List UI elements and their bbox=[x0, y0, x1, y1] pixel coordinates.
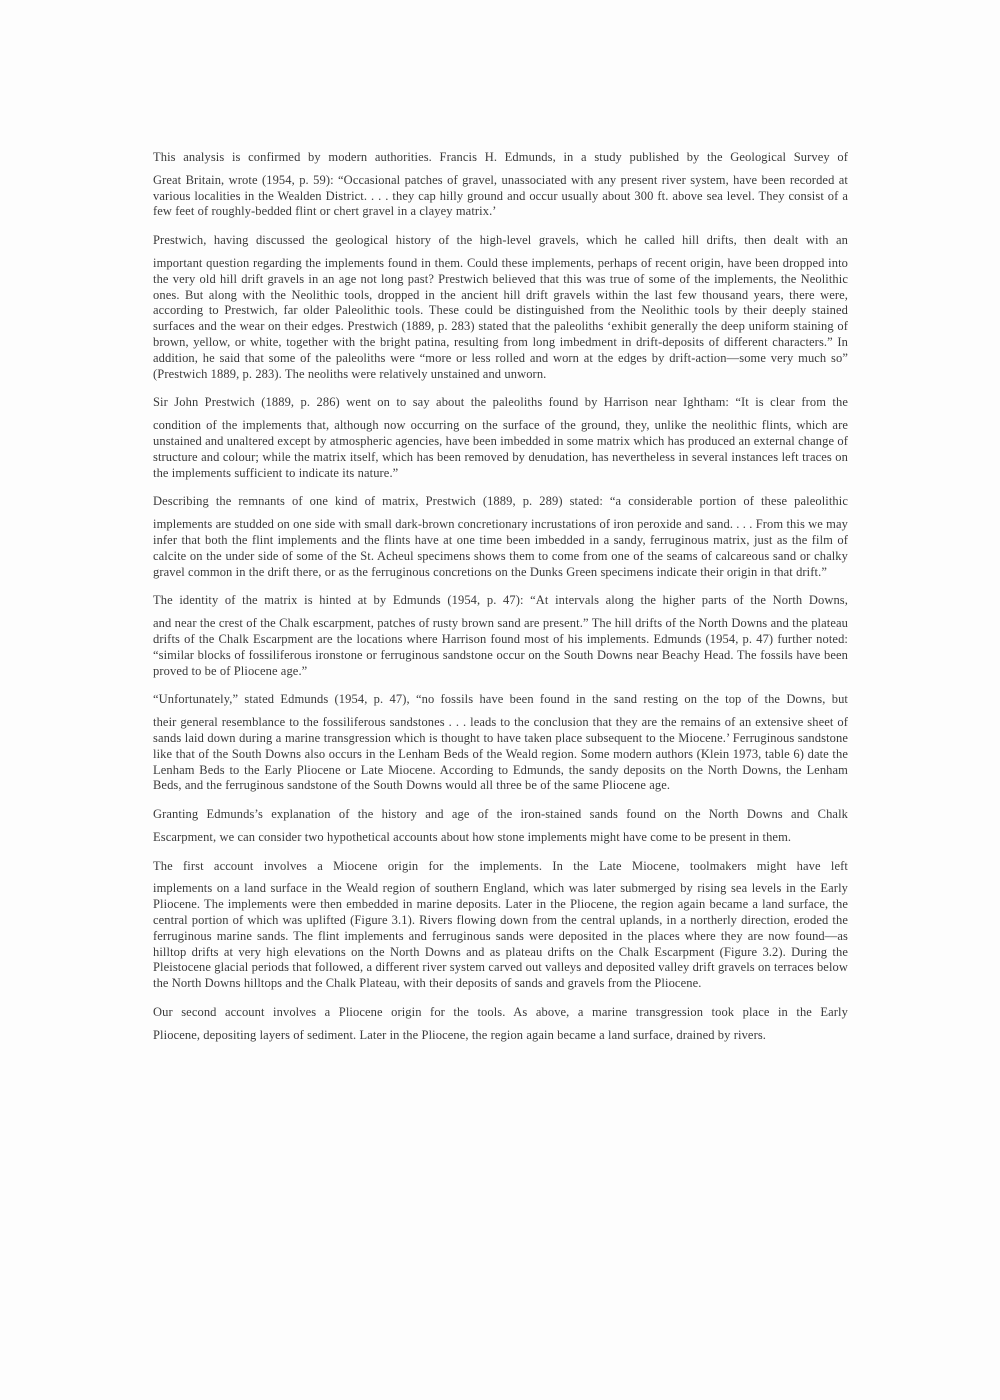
paragraph-lead-line: This analysis is confirmed by modern authorities. Francis H. Edmunds, in a study published by the Geological Survey of bbox=[153, 150, 848, 164]
paragraph-body: implements are studded on one side with small dark-brown concretionary incrustations of iron peroxide and sand. . . . From this we may infer that both the flint implements and the flints have at one time been imbedded in a sandy, ferruginous matrix, just as the film of calcite on the under side of some of the St. Acheul specimens shows them to come from one of the seams of calcareous sand or chalky gravel common in the drift there, or as the ferruginous concretions on the Dunks Green specimens indicate their origin in that drift.” bbox=[153, 517, 848, 579]
paragraph-body: their general resemblance to the fossiliferous sandstones . . . leads to the conclusion that they are the remains of an extensive sheet of sands laid down during a marine transgression which is thought to have taken place subsequent to the Miocene.’ Ferruginous sandstone like that of the South Downs also occurs in the Lenham Beds of the Weald region. Some modern authors (Klein 1973, table 6) date the Lenham Beds to the Early Pliocene or Late Miocene. According to Edmunds, the sandy deposits on the North Downs, the Lenham Beds, and the ferruginous sandstone of the South Downs would all three be of the same Pliocene age. bbox=[153, 715, 848, 793]
paragraph-body: and near the crest of the Chalk escarpment, patches of rusty brown sand are present.” The hill drifts of the North Downs and the plateau drifts of the Chalk Escarpment are the locations where Harrison found most of his implements. Edmunds (1954, p. 47) further noted: “similar blocks of fossiliferous ironstone or ferruginous sandstone occur on the South Downs near Beachy Head. The fossils have been proved to be of Pliocene age.” bbox=[153, 616, 848, 678]
paragraph-body: Great Britain, wrote (1954, p. 59): “Occasional patches of gravel, unassociated with any present river system, have been recorded at various localities in the Wealden District. . . . they cap hilly ground and occur usually about 300 ft. above sea level. They consist of a few feet of roughly-bedded flint or chert gravel in a clayey matrix.’ bbox=[153, 172, 848, 219]
text-column bbox=[153, 150, 848, 1057]
paragraph-lead-line: Granting Edmunds’s explanation of the history and age of the iron-stained sands found on the North Downs and Chalk bbox=[153, 807, 848, 822]
paragraph bbox=[153, 807, 848, 846]
paragraph bbox=[153, 494, 848, 580]
paragraph bbox=[153, 1005, 848, 1044]
paragraph-body: implements on a land surface in the Weald region of southern England, which was later submerged by rising sea levels in the Early Pliocene. The implements were then embedded in marine deposits. Later in the Pliocene, the region again became a land surface, the central portion of which was uplifted (Figure 3.1). Rivers flowing down from the central uplands, in a northerly direction, eroded the ferruginous marine sands. The flint implements and ferruginous sands were deposited in the places where they are now found—as hilltop drifts at very high elevations on the North Downs and as plateau drifts on the Chalk Escarpment (Figure 3.2). During the Pleistocene glacial periods that followed, a different river system carved out valleys and deposited valley drift gravels on terraces below the North Downs hilltops and the Chalk Plateau, with their deposits of sands and gravels from the Pliocene. bbox=[153, 881, 848, 991]
paragraph-lead-line: The identity of the matrix is hinted at by Edmunds (1954, p. 47): “At intervals along the higher parts of the North Downs, bbox=[153, 593, 848, 608]
paragraph bbox=[153, 150, 848, 220]
paragraph-lead-line: Sir John Prestwich (1889, p. 286) went on to say about the paleoliths found by Harrison near Ightham: “It is clear from the bbox=[153, 395, 848, 410]
paragraph-body: Pliocene, depositing layers of sediment. Later in the Pliocene, the region again became a land surface, drained by rivers. bbox=[153, 1027, 767, 1042]
paragraph-body: Escarpment, we can consider two hypothetical accounts about how stone implements might have come to be present in them. bbox=[153, 829, 792, 844]
paragraph-lead-line: Describing the remnants of one kind of matrix, Prestwich (1889, p. 289) stated: “a considerable portion of these paleolithic bbox=[153, 494, 848, 509]
paragraph-lead-line: The first account involves a Miocene origin for the implements. In the Late Miocene, toolmakers might have left bbox=[153, 858, 848, 873]
paragraph-lead-line: “Unfortunately,” stated Edmunds (1954, p. 47), “no fossils have been found in the sand resting on the top of the Downs, but bbox=[153, 692, 848, 707]
paragraph-lead-line: Prestwich, having discussed the geological history of the high-level gravels, which he called hill drifts, then dealt with an bbox=[153, 233, 848, 248]
paragraph-body: important question regarding the implements found in them. Could these implements, perhaps of recent origin, have been dropped into the very old hill drift gravels in an age not long past? Prestwich believed that this was true of some of the implements, the Neolithic ones. But along with the Neolithic tools, dropped in the ancient hill drift gravels within the last few thousand years, there were, according to Prestwich, far older Paleolithic tools. These could be distinguished from the Neolithic tools by their deeply stained surfaces and the wear on their edges. Prestwich (1889, p. 283) stated that the paleoliths ‘exhibit generally the deep uniform staining of brown, yellow, or white, together with the bright patina, resulting from long imbedment in drift-deposits of different characters.” In addition, he said that some of the paleoliths were “more or less rolled and worn at the edges by drift-action—some very much so” (Prestwich 1889, p. 283). The neoliths were relatively unstained and unworn. bbox=[153, 255, 848, 381]
paragraph bbox=[153, 692, 848, 794]
paragraph-lead-line: Our second account involves a Pliocene origin for the tools. As above, a marine transgression took place in the Early bbox=[153, 1005, 848, 1020]
paragraph bbox=[153, 593, 848, 679]
paragraph bbox=[153, 859, 848, 992]
paragraph-body: condition of the implements that, although now occurring on the surface of the ground, they, unlike the neolithic flints, which are unstained and unaltered except by atmospheric agencies, have been imbedded in some matrix which has produced an external change of structure and colour; while the matrix itself, which has been removed by denudation, has nevertheless in several instances left traces on the implements sufficient to indicate its nature.” bbox=[153, 418, 848, 480]
paragraph bbox=[153, 395, 848, 481]
paragraph bbox=[153, 233, 848, 382]
